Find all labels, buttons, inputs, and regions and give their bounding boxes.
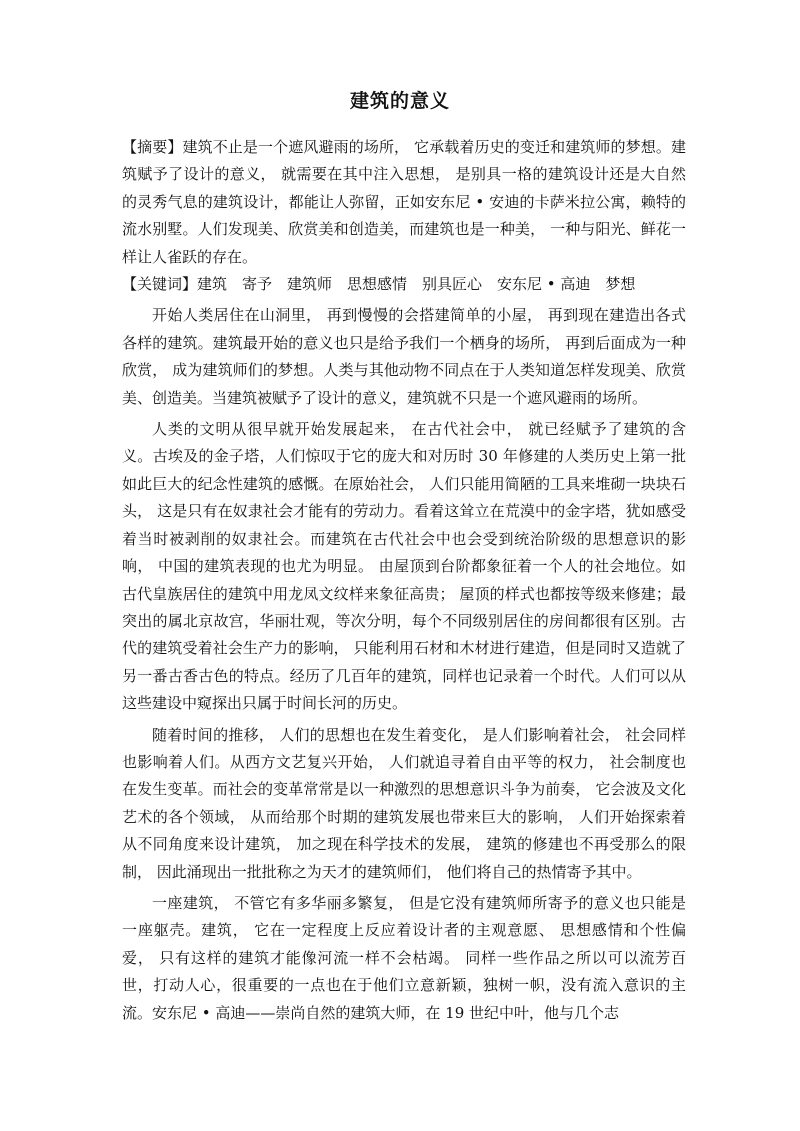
body-paragraph-3: 随着时间的推移， 人们的思想也在发生着变化， 是人们影响着社会， 社会同样也影响着人们。从西方文艺复兴开始， 人们就追寻着自由平等的权力， 社会制度也在发生变革。而社会的变革常常是以一种激烈的思想意识斗争为前奏， 它会波及文化艺术的各个领域， 从而给那个时期的建筑发展也带来巨大的影响， 人们开始探索着从不同角度来设计建筑， 加之现在科学技术的发展， 建筑的修建也不再受那么的限制， 因此涌现出一批批称之为天才的建筑师们， 他们将自己的热情寄予其中。 [122,725,686,881]
document-body [122,134,686,1027]
abstract-label: 【摘要】 [122,138,183,156]
document-title: 建筑的意义 [349,90,450,112]
body-paragraph-1: 开始人类居住在山洞里， 再到慢慢的会搭建简单的小屋， 再到现在建造出各式各样的建筑。建筑最开始的意义也只是给予我们一个栖身的场所， 再到后面成为一种欣赏， 成为建筑师们的梦想。人类与其他动物不同点在于人类知道怎样发现美、欣赏美、创造美。当建筑被赋予了设计的意义，建筑就不只是一个遮风避雨的场所。 [122,306,686,407]
keywords-paragraph [122,271,686,298]
keywords-label: 【关键词】 [122,275,198,294]
keywords-text: 建筑 寄予 建筑师 思想感情 别具匠心 安东尼 • 高迪 梦想 [197,275,636,294]
abstract-paragraph [122,134,686,271]
abstract-text: 建筑不止是一个遮风避雨的场所， 它承载着历史的变迁和建筑师的梦想。建筑赋予了设计的意义， 就需要在其中注入思想， 是别具一格的建筑设计还是大自然的灵秀气息的建筑设计，都能让人弥留，正如安东尼 • 安迪的卡萨米拉公寓，赖特的流水别墅。人们发现美、欣赏美和创造美，而建筑也是一种美， 一种与阳光、鲜花一样让人雀跃的存在。 [122,138,686,266]
body-paragraph-2: 人类的文明从很早就开始发展起来， 在古代社会中， 就已经赋予了建筑的含义。古埃及的金子塔，人们惊叹于它的庞大和对历时 30 年修建的人类历史上第一批如此巨大的纪念性建筑的感慨。在原始社会， 人们只能用简陋的工具来堆砌一块块石头， 这是只有在奴隶社会才能有的劳动力。看着这耸立在荒漠中的金字塔，犹如感受着当时被剥削的奴隶社会。而建筑在古代社会中也会受到统治阶级的思想意识的影响， 中国的建筑表现的也尤为明显。 由屋顶到台阶都象征着一个人的社会地位。如古代皇族居住的建筑中用龙凤文纹样来象征高贵； 屋顶的样式也都按等级来修建；最突出的属北京故宫，华丽壮观，等次分明，每个不同级别居住的房间都很有区别。古代的建筑受着社会生产力的影响， 只能利用石材和木材进行建造，但是同时又造就了另一番古香古色的特点。经历了几百年的建筑，同样也记录着一个时代。人们可以从这些建设中窥探出只属于时间长河的历史。 [122,420,686,713]
body-paragraph-4: 一座建筑， 不管它有多华丽多繁复， 但是它没有建筑师所寄予的意义也只能是一座躯壳。建筑， 它在一定程度上反应着设计者的主观意愿、 思想感情和个性偏爱， 只有这样的建筑才能像河流一样不会枯竭。 同样一些作品之所以可以流芳百世，打动人心，很重要的一点也在于他们立意新颖，独树一帜，没有流入意识的主流。安东尼 • 高迪——崇尚自然的建筑大师，在 19 世纪中叶，他与几个志 [122,893,686,1022]
